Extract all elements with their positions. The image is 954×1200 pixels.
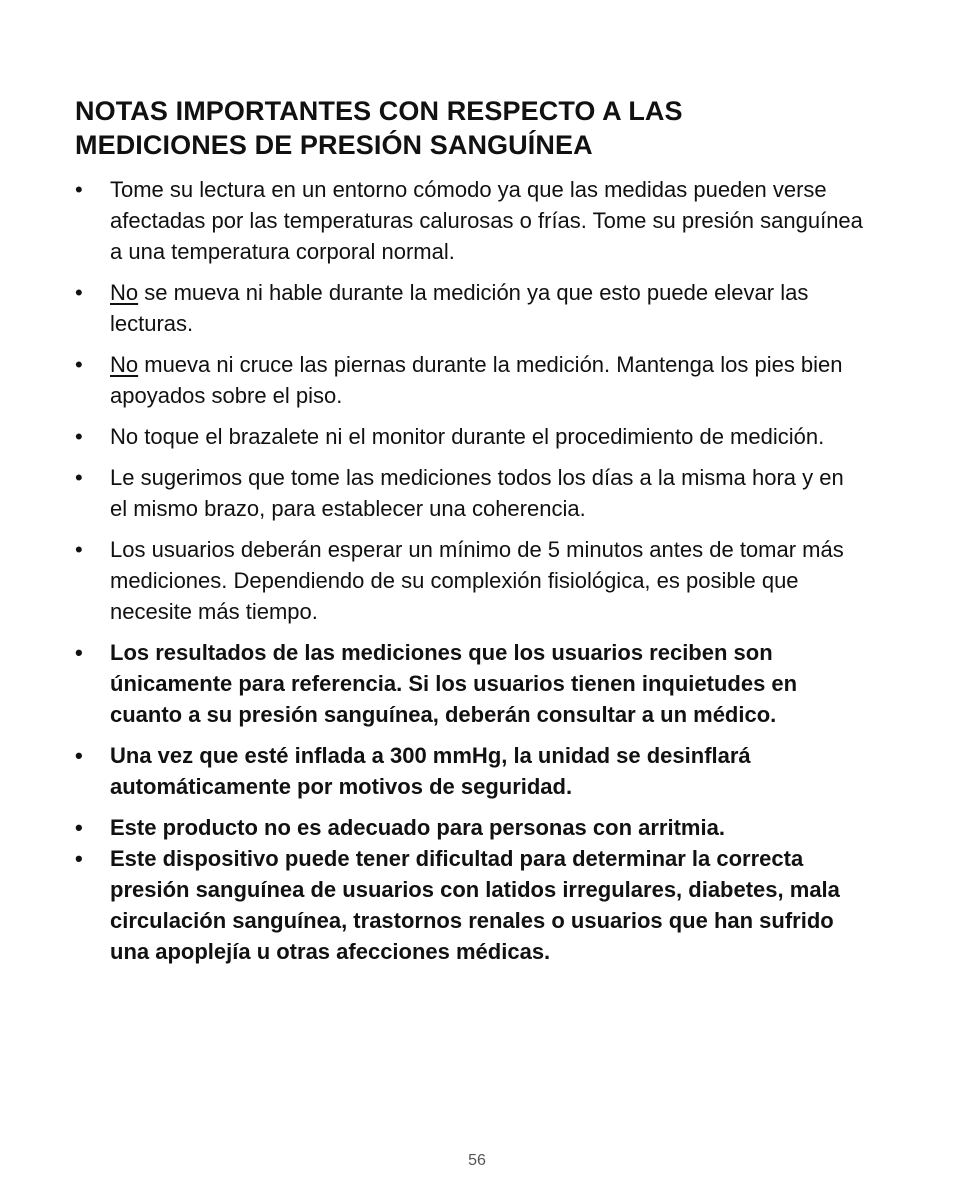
page-title-line-2: MEDICIONES DE PRESIÓN SANGUÍNEA — [75, 130, 593, 160]
item-text: Le sugerimos que tome las mediciones todos los días a la misma hora y en el mismo brazo, para establecer una coherencia. — [110, 465, 844, 521]
item-text: Este producto no es adecuado para personas con arritmia. — [110, 815, 725, 840]
page-number: 56 — [468, 1152, 486, 1169]
list-item — [75, 812, 865, 843]
bullet-icon: • — [75, 640, 83, 665]
bullet-icon: • — [75, 846, 83, 871]
bullet-icon: • — [75, 815, 83, 840]
item-emphasis: No — [110, 352, 139, 377]
bullet-icon: • — [75, 352, 83, 377]
page-title — [75, 94, 875, 162]
bullet-icon: • — [75, 743, 83, 768]
list-item — [75, 349, 865, 411]
item-text: No toque el brazalete ni el monitor durante el procedimiento de medición. — [110, 424, 825, 449]
item-text: Los usuarios deberán esperar un mínimo de 5 minutos antes de tomar más mediciones. Dependiendo de su complexión fisiológica, es posible que necesite más tiempo. — [110, 537, 844, 624]
list-item — [75, 534, 865, 627]
item-text: se mueva ni hable durante la medición ya que esto puede elevar las lecturas. — [110, 280, 809, 336]
list-item — [75, 637, 865, 730]
item-text: Este dispositivo puede tener dificultad para determinar la correcta presión sanguínea de usuarios con latidos irregulares, diabetes, mala circulación sanguínea, trastornos renales o usuarios que han sufrido una apoplejía u otras afecciones médicas. — [110, 846, 840, 964]
item-text: Los resultados de las mediciones que los usuarios reciben son únicamente para referencia. Si los usuarios tienen inquietudes en cuanto a su presión sanguínea, deberán consultar a un médico. — [110, 640, 798, 727]
list-item — [75, 740, 865, 802]
item-emphasis: No — [110, 280, 139, 305]
list-item — [75, 843, 865, 967]
list-item — [75, 421, 865, 452]
item-text: Una vez que esté inflada a 300 mmHg, la unidad se desinflará automáticamente por motivos de seguridad. — [110, 743, 751, 799]
bullet-icon: • — [75, 424, 83, 449]
bullet-icon: • — [75, 465, 83, 490]
page-title-line-1: NOTAS IMPORTANTES CON RESPECTO A LAS — [75, 96, 683, 126]
item-text: Tome su lectura en un entorno cómodo ya que las medidas pueden verse afectadas por las temperaturas calurosas o frías. Tome su presión sanguínea a una temperatura corporal normal. — [110, 177, 863, 264]
list-item — [75, 277, 865, 339]
bullet-icon: • — [75, 177, 83, 202]
notes-list — [75, 174, 865, 977]
list-item — [75, 174, 865, 267]
bullet-icon: • — [75, 280, 83, 305]
bullet-icon: • — [75, 537, 83, 562]
item-text: mueva ni cruce las piernas durante la medición. Mantenga los pies bien apoyados sobre el piso. — [110, 352, 843, 408]
list-item — [75, 462, 865, 524]
